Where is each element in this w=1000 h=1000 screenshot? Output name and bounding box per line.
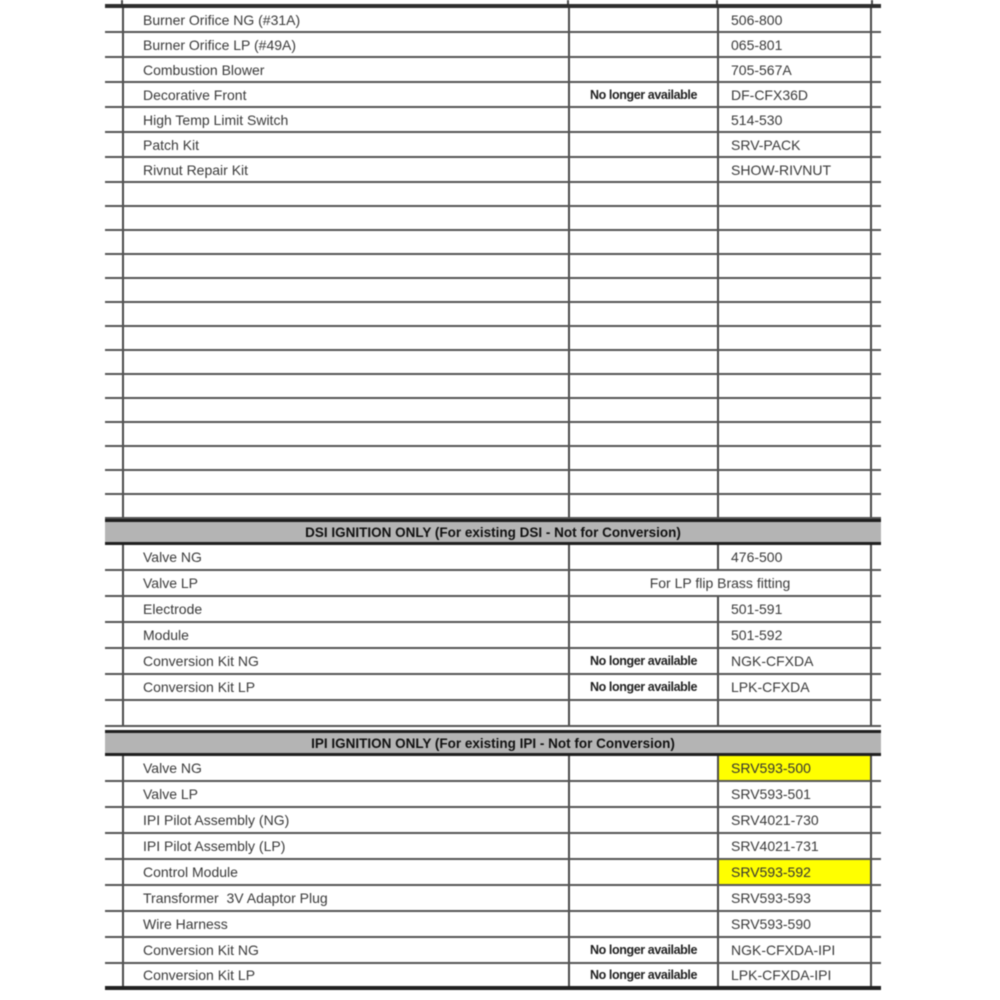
part-number-cell: 065-801	[717, 33, 872, 56]
table-row	[105, 860, 881, 886]
row-right-overhang	[872, 571, 881, 595]
table-row	[105, 83, 881, 108]
availability-cell	[568, 58, 717, 81]
part-name-cell: Control Module	[122, 860, 568, 884]
availability-cell: No longer available	[568, 964, 717, 986]
row-left-overhang	[105, 231, 122, 253]
part-number-cell: 501-592	[717, 623, 872, 647]
availability-cell	[568, 597, 717, 621]
part-number-cell	[717, 375, 872, 397]
part-number-cell: NGK-CFXDA-IPI	[717, 938, 872, 962]
row-left-overhang	[105, 834, 122, 858]
empty-row	[105, 701, 881, 727]
table-body	[105, 8, 881, 990]
empty-row	[105, 255, 881, 279]
row-right-overhang	[872, 756, 881, 780]
part-number-cell	[717, 303, 872, 325]
row-right-overhang	[872, 231, 881, 253]
part-name-cell	[122, 327, 568, 349]
part-name-cell: Valve NG	[122, 545, 568, 569]
row-right-overhang	[872, 255, 881, 277]
part-name-cell: Burner Orifice NG (#31A)	[122, 8, 568, 31]
row-right-overhang	[872, 447, 881, 469]
part-name-cell	[122, 207, 568, 229]
table-row	[105, 158, 881, 183]
row-right-overhang	[872, 375, 881, 397]
part-number-cell: 506-800	[717, 8, 872, 31]
empty-row	[105, 447, 881, 471]
row-right-overhang	[872, 701, 881, 725]
row-left-overhang	[105, 255, 122, 277]
row-left-overhang	[105, 675, 122, 699]
highlighted-part-number-cell: SRV593-500	[717, 756, 872, 780]
part-name-cell: Valve LP	[122, 782, 568, 806]
availability-cell: No longer available	[568, 675, 717, 699]
row-right-overhang	[872, 623, 881, 647]
part-number-cell: 501-591	[717, 597, 872, 621]
part-number-cell	[717, 183, 872, 205]
table-row	[105, 756, 881, 782]
availability-cell	[568, 808, 717, 832]
row-left-overhang	[105, 58, 122, 81]
availability-cell	[568, 423, 717, 445]
part-name-cell	[122, 423, 568, 445]
availability-cell	[568, 471, 717, 493]
part-number-cell: SHOW-RIVNUT	[717, 158, 872, 181]
table-row	[105, 808, 881, 834]
availability-cell	[568, 834, 717, 858]
part-name-cell	[122, 495, 568, 517]
section-header-bar: DSI IGNITION ONLY (For existing DSI - Not for Conversion)	[105, 519, 881, 545]
availability-cell	[568, 158, 717, 181]
availability-cell	[568, 447, 717, 469]
row-left-overhang	[105, 327, 122, 349]
part-name-cell	[122, 399, 568, 421]
part-number-cell	[717, 423, 872, 445]
part-name-cell	[122, 375, 568, 397]
row-right-overhang	[872, 964, 881, 986]
part-name-cell	[122, 303, 568, 325]
row-left-overhang	[105, 8, 122, 31]
row-left-overhang	[105, 303, 122, 325]
row-right-overhang	[872, 423, 881, 445]
row-right-overhang	[872, 495, 881, 517]
row-right-overhang	[872, 303, 881, 325]
table-row	[105, 834, 881, 860]
part-name-cell	[122, 447, 568, 469]
part-name-cell: Burner Orifice LP (#49A)	[122, 33, 568, 56]
part-number-cell: SRV-PACK	[717, 133, 872, 156]
part-name-cell: Conversion Kit NG	[122, 938, 568, 962]
part-number-cell	[717, 279, 872, 301]
part-name-cell	[122, 279, 568, 301]
part-name-cell: Valve NG	[122, 756, 568, 780]
empty-row	[105, 351, 881, 375]
part-name-cell: IPI Pilot Assembly (NG)	[122, 808, 568, 832]
row-left-overhang	[105, 964, 122, 986]
row-right-overhang	[872, 108, 881, 131]
part-name-cell: Combustion Blower	[122, 58, 568, 81]
availability-cell	[568, 108, 717, 131]
row-right-overhang	[872, 912, 881, 936]
row-left-overhang	[105, 597, 122, 621]
empty-row	[105, 327, 881, 351]
row-right-overhang	[872, 58, 881, 81]
row-left-overhang	[105, 279, 122, 301]
row-right-overhang	[872, 8, 881, 31]
merged-note-cell: For LP flip Brass fitting	[568, 571, 872, 595]
part-name-cell: Patch Kit	[122, 133, 568, 156]
part-number-cell	[717, 701, 872, 725]
row-right-overhang	[872, 399, 881, 421]
availability-cell	[568, 782, 717, 806]
availability-cell	[568, 623, 717, 647]
row-right-overhang	[872, 207, 881, 229]
row-right-overhang	[872, 808, 881, 832]
empty-row	[105, 231, 881, 255]
table-row	[105, 623, 881, 649]
part-name-cell: IPI Pilot Assembly (LP)	[122, 834, 568, 858]
availability-cell: No longer available	[568, 649, 717, 673]
row-left-overhang	[105, 471, 122, 493]
availability-cell	[568, 133, 717, 156]
part-name-cell	[122, 351, 568, 373]
row-right-overhang	[872, 183, 881, 205]
part-number-cell	[717, 231, 872, 253]
part-number-cell: SRV4021-731	[717, 834, 872, 858]
table-row	[105, 964, 881, 990]
row-right-overhang	[872, 83, 881, 106]
row-left-overhang	[105, 375, 122, 397]
row-left-overhang	[105, 423, 122, 445]
part-number-cell	[717, 327, 872, 349]
highlighted-part-number-cell: SRV593-592	[717, 860, 872, 884]
availability-cell	[568, 255, 717, 277]
part-name-cell: Valve LP	[122, 571, 568, 595]
part-name-cell: Conversion Kit LP	[122, 675, 568, 699]
part-number-cell: LPK-CFXDA-IPI	[717, 964, 872, 986]
row-right-overhang	[872, 471, 881, 493]
row-right-overhang	[872, 158, 881, 181]
row-left-overhang	[105, 207, 122, 229]
part-name-cell: Module	[122, 623, 568, 647]
availability-cell	[568, 545, 717, 569]
availability-cell	[568, 495, 717, 517]
part-name-cell: Conversion Kit LP	[122, 964, 568, 986]
row-right-overhang	[872, 597, 881, 621]
availability-cell	[568, 327, 717, 349]
row-left-overhang	[105, 158, 122, 181]
table-row	[105, 782, 881, 808]
part-number-cell: SRV593-501	[717, 782, 872, 806]
row-right-overhang	[872, 886, 881, 910]
availability-cell	[568, 8, 717, 31]
part-name-cell: Conversion Kit NG	[122, 649, 568, 673]
row-right-overhang	[872, 834, 881, 858]
row-left-overhang	[105, 447, 122, 469]
part-number-cell: NGK-CFXDA	[717, 649, 872, 673]
row-right-overhang	[872, 860, 881, 884]
row-right-overhang	[872, 675, 881, 699]
row-right-overhang	[872, 545, 881, 569]
availability-cell	[568, 375, 717, 397]
row-right-overhang	[872, 782, 881, 806]
table-row	[105, 886, 881, 912]
part-number-cell	[717, 351, 872, 373]
row-left-overhang	[105, 782, 122, 806]
row-right-overhang	[872, 938, 881, 962]
availability-cell	[568, 33, 717, 56]
table-row	[105, 597, 881, 623]
empty-row	[105, 183, 881, 207]
row-left-overhang	[105, 133, 122, 156]
table-row	[105, 912, 881, 938]
part-name-cell	[122, 231, 568, 253]
table-row	[105, 33, 881, 58]
row-left-overhang	[105, 495, 122, 517]
row-right-overhang	[872, 33, 881, 56]
part-name-cell: Wire Harness	[122, 912, 568, 936]
availability-cell: No longer available	[568, 938, 717, 962]
row-right-overhang	[872, 327, 881, 349]
row-left-overhang	[105, 623, 122, 647]
table-row	[105, 545, 881, 571]
part-number-cell: 476-500	[717, 545, 872, 569]
table-row	[105, 675, 881, 701]
part-number-cell	[717, 399, 872, 421]
table-row	[105, 649, 881, 675]
part-name-cell: Rivnut Repair Kit	[122, 158, 568, 181]
row-left-overhang	[105, 108, 122, 131]
availability-cell	[568, 701, 717, 725]
availability-cell	[568, 399, 717, 421]
row-left-overhang	[105, 571, 122, 595]
row-left-overhang	[105, 83, 122, 106]
row-left-overhang	[105, 351, 122, 373]
availability-cell	[568, 886, 717, 910]
part-name-cell: Electrode	[122, 597, 568, 621]
part-name-cell: Transformer 3V Adaptor Plug	[122, 886, 568, 910]
parts-table	[105, 0, 881, 990]
empty-row	[105, 399, 881, 423]
part-name-cell	[122, 471, 568, 493]
row-left-overhang	[105, 860, 122, 884]
table-row	[105, 571, 881, 597]
empty-row	[105, 375, 881, 399]
part-number-cell	[717, 207, 872, 229]
row-left-overhang	[105, 938, 122, 962]
empty-row	[105, 495, 881, 519]
part-name-cell: Decorative Front	[122, 83, 568, 106]
part-number-cell: LPK-CFXDA	[717, 675, 872, 699]
availability-cell	[568, 912, 717, 936]
part-number-cell: 705-567A	[717, 58, 872, 81]
row-left-overhang	[105, 886, 122, 910]
table-row	[105, 133, 881, 158]
part-number-cell: SRV593-593	[717, 886, 872, 910]
empty-row	[105, 423, 881, 447]
table-row	[105, 58, 881, 83]
availability-cell	[568, 756, 717, 780]
table-row	[105, 938, 881, 964]
cropped-table-top-border	[105, 0, 881, 8]
part-name-cell	[122, 255, 568, 277]
part-number-cell: 514-530	[717, 108, 872, 131]
part-number-cell: DF-CFX36D	[717, 83, 872, 106]
row-right-overhang	[872, 279, 881, 301]
table-row	[105, 108, 881, 133]
table-row	[105, 8, 881, 33]
section-header-bar: IPI IGNITION ONLY (For existing IPI - Not for Conversion)	[105, 730, 881, 756]
part-number-cell	[717, 447, 872, 469]
part-number-cell: SRV593-590	[717, 912, 872, 936]
availability-cell	[568, 183, 717, 205]
availability-cell	[568, 279, 717, 301]
row-left-overhang	[105, 649, 122, 673]
part-number-cell	[717, 495, 872, 517]
availability-cell	[568, 231, 717, 253]
row-right-overhang	[872, 649, 881, 673]
availability-cell	[568, 860, 717, 884]
empty-row	[105, 207, 881, 231]
part-number-cell	[717, 471, 872, 493]
row-left-overhang	[105, 701, 122, 725]
row-left-overhang	[105, 33, 122, 56]
availability-cell	[568, 207, 717, 229]
empty-row	[105, 279, 881, 303]
part-name-cell	[122, 183, 568, 205]
row-left-overhang	[105, 912, 122, 936]
empty-row	[105, 303, 881, 327]
part-name-cell	[122, 701, 568, 725]
row-right-overhang	[872, 351, 881, 373]
row-right-overhang	[872, 133, 881, 156]
row-left-overhang	[105, 808, 122, 832]
part-number-cell	[717, 255, 872, 277]
part-name-cell: High Temp Limit Switch	[122, 108, 568, 131]
availability-cell: No longer available	[568, 83, 717, 106]
empty-row	[105, 471, 881, 495]
row-left-overhang	[105, 399, 122, 421]
part-number-cell: SRV4021-730	[717, 808, 872, 832]
row-left-overhang	[105, 183, 122, 205]
availability-cell	[568, 351, 717, 373]
availability-cell	[568, 303, 717, 325]
row-left-overhang	[105, 756, 122, 780]
row-left-overhang	[105, 545, 122, 569]
